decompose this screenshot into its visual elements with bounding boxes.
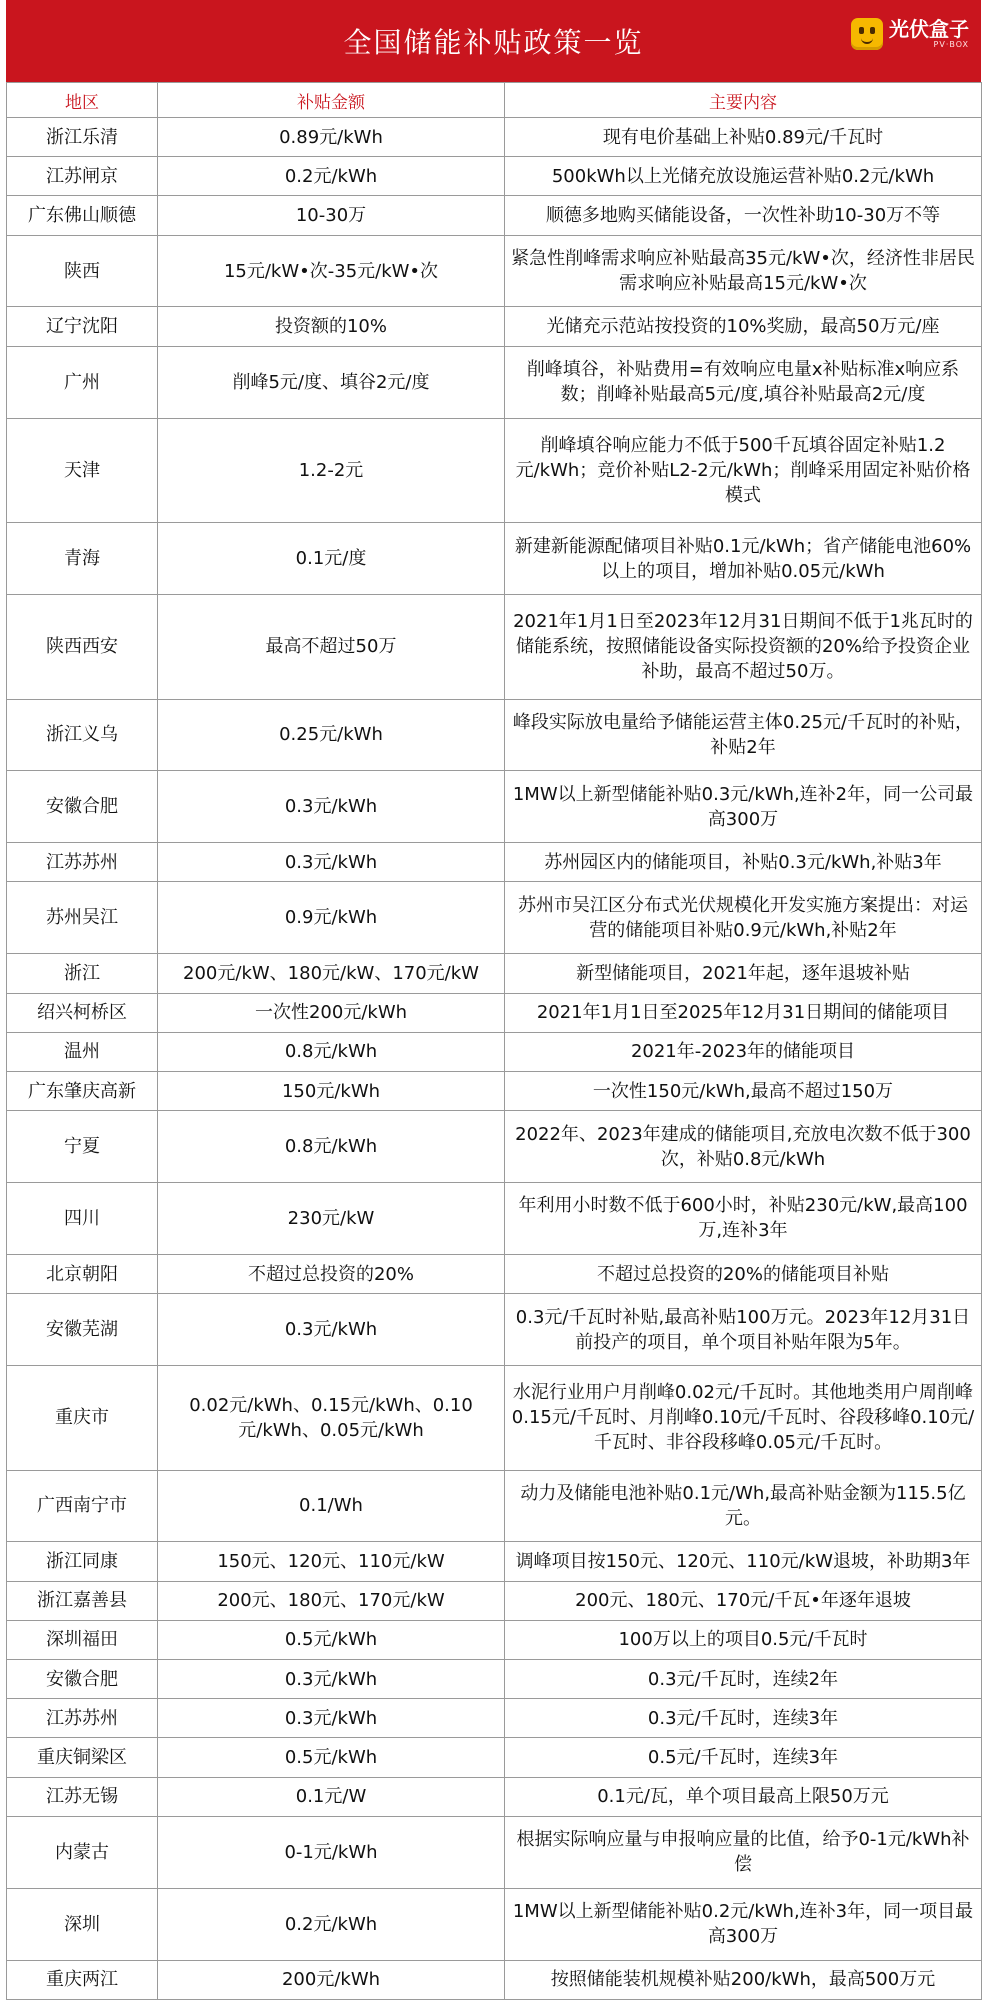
content-cell: 按照储能装机规模补贴200/kWh，最高500万元: [505, 1960, 982, 1999]
region-cell: 广东肇庆高新: [7, 1071, 158, 1110]
region-cell: 陕西: [7, 235, 158, 307]
region-cell: 北京朝阳: [7, 1254, 158, 1293]
content-cell: 200元、180元、170元/千瓦•年逐年退坡: [505, 1581, 982, 1620]
amount-cell: 一次性200元/kWh: [158, 993, 505, 1032]
content-cell: 现有电价基础上补贴0.89元/千瓦时: [505, 118, 982, 157]
amount-cell: 200元、180元、170元/kW: [158, 1581, 505, 1620]
amount-cell: 0-1元/kWh: [158, 1816, 505, 1888]
table-row: [7, 1581, 982, 1620]
amount-cell: 0.1/Wh: [158, 1470, 505, 1542]
content-cell: 削峰填谷响应能力不低于500千瓦填谷固定补贴1.2元/kWh；竞价补贴L2-2元/kWh；削峰采用固定补贴价格模式: [505, 418, 982, 523]
region-cell: 重庆两江: [7, 1960, 158, 1999]
table-row: [7, 1071, 982, 1110]
region-cell: 青海: [7, 523, 158, 595]
content-cell: 水泥行业用户月削峰0.02元/千瓦时。其他地类用户周削峰0.15元/千瓦时、月削峰0.10元/千瓦时、谷段移峰0.10元/千瓦时、非谷段移峰0.05元/千瓦时。: [505, 1366, 982, 1471]
region-cell: 深圳: [7, 1888, 158, 1960]
amount-cell: 0.3元/kWh: [158, 843, 505, 882]
content-cell: 100万以上的项目0.5元/千瓦时: [505, 1620, 982, 1659]
amount-cell: 0.8元/kWh: [158, 1032, 505, 1071]
logo-subtext: PV·BOX: [933, 40, 969, 49]
region-cell: 重庆铜梁区: [7, 1738, 158, 1777]
table-row: [7, 1816, 982, 1888]
content-cell: 2021年-2023年的储能项目: [505, 1032, 982, 1071]
content-cell: 新型储能项目，2021年起，逐年退坡补贴: [505, 954, 982, 993]
region-cell: 江苏无锡: [7, 1777, 158, 1816]
region-cell: 天津: [7, 418, 158, 523]
content-cell: 顺德多地购买储能设备，一次性补助10-30万不等: [505, 196, 982, 235]
amount-cell: 0.2元/kWh: [158, 1888, 505, 1960]
amount-cell: 0.25元/kWh: [158, 699, 505, 771]
region-cell: 浙江: [7, 954, 158, 993]
amount-cell: 0.02元/kWh、0.15元/kWh、0.10元/kWh、0.05元/kWh: [158, 1366, 505, 1471]
smiling-box-face-icon: [851, 18, 883, 50]
table-row: [7, 1888, 982, 1960]
table-row: [7, 418, 982, 523]
amount-cell: 不超过总投资的20%: [158, 1254, 505, 1293]
amount-cell: 0.1元/W: [158, 1777, 505, 1816]
table-row: [7, 954, 982, 993]
content-cell: 一次性150元/kWh,最高不超过150万: [505, 1071, 982, 1110]
amount-cell: 0.8元/kWh: [158, 1111, 505, 1183]
amount-cell: 150元/kWh: [158, 1071, 505, 1110]
content-cell: 1MW以上新型储能补贴0.2元/kWh,连补3年，同一项目最高300万: [505, 1888, 982, 1960]
table-row: [7, 594, 982, 699]
amount-cell: 0.3元/kWh: [158, 1660, 505, 1699]
amount-cell: 10-30万: [158, 196, 505, 235]
table-header-row: [7, 83, 982, 118]
region-cell: 辽宁沈阳: [7, 307, 158, 346]
region-cell: 江苏苏州: [7, 843, 158, 882]
region-cell: 广西南宁市: [7, 1470, 158, 1542]
content-cell: 500kWh以上光储充放设施运营补贴0.2元/kWh: [505, 157, 982, 196]
region-cell: 浙江同康: [7, 1542, 158, 1581]
content-cell: 紧急性削峰需求响应补贴最高35元/kW•次，经济性非居民需求响应补贴最高15元/kW•次: [505, 235, 982, 307]
amount-cell: 最高不超过50万: [158, 594, 505, 699]
table-row: [7, 523, 982, 595]
region-cell: 江苏闸京: [7, 157, 158, 196]
content-cell: 2022年、2023年建成的储能项目,充放电次数不低于300次，补贴0.8元/kWh: [505, 1111, 982, 1183]
amount-cell: 200元/kWh: [158, 1960, 505, 1999]
table-body: [7, 118, 982, 2000]
amount-cell: 0.1元/度: [158, 523, 505, 595]
content-cell: 根据实际响应量与申报响应量的比值，给予0-1元/kWh补偿: [505, 1816, 982, 1888]
amount-cell: 200元/kW、180元/kW、170元/kW: [158, 954, 505, 993]
region-cell: 苏州吴江: [7, 882, 158, 954]
content-cell: 调峰项目按150元、120元、110元/kW退坡，补助期3年: [505, 1542, 982, 1581]
column-header-region: 地区: [7, 83, 158, 118]
title-bar: [6, 0, 981, 82]
content-cell: 年利用小时数不低于600小时，补贴230元/kW,最高100万,连补3年: [505, 1183, 982, 1255]
table-row: [7, 1470, 982, 1542]
amount-cell: 0.5元/kWh: [158, 1620, 505, 1659]
region-cell: 安徽芜湖: [7, 1294, 158, 1366]
amount-cell: 0.2元/kWh: [158, 157, 505, 196]
content-cell: 光储充示范站按投资的10%奖励，最高50万元/座: [505, 307, 982, 346]
region-cell: 深圳福田: [7, 1620, 158, 1659]
content-cell: 苏州园区内的储能项目，补贴0.3元/kWh,补贴3年: [505, 843, 982, 882]
content-cell: 不超过总投资的20%的储能项目补贴: [505, 1254, 982, 1293]
table-row: [7, 1254, 982, 1293]
subsidy-policy-table: [6, 82, 982, 2000]
amount-cell: 0.9元/kWh: [158, 882, 505, 954]
content-cell: 1MW以上新型储能补贴0.3元/kWh,连补2年，同一公司最高300万: [505, 771, 982, 843]
region-cell: 绍兴柯桥区: [7, 993, 158, 1032]
amount-cell: 0.5元/kWh: [158, 1738, 505, 1777]
content-cell: 0.1元/瓦，单个项目最高上限50万元: [505, 1777, 982, 1816]
table-row: [7, 1366, 982, 1471]
region-cell: 陕西西安: [7, 594, 158, 699]
region-cell: 广州: [7, 346, 158, 418]
logo-text: 光伏盒子: [889, 17, 969, 41]
content-cell: 0.5元/千瓦时，连续3年: [505, 1738, 982, 1777]
region-cell: 内蒙古: [7, 1816, 158, 1888]
table-row: [7, 307, 982, 346]
amount-cell: 0.3元/kWh: [158, 1294, 505, 1366]
table-row: [7, 843, 982, 882]
region-cell: 浙江乐清: [7, 118, 158, 157]
table-row: [7, 993, 982, 1032]
column-header-amount: 补贴金额: [158, 83, 505, 118]
table-row: [7, 1738, 982, 1777]
amount-cell: 0.89元/kWh: [158, 118, 505, 157]
table-row: [7, 1699, 982, 1738]
table-row: [7, 1111, 982, 1183]
table-row: [7, 1620, 982, 1659]
table-row: [7, 771, 982, 843]
table-row: [7, 1183, 982, 1255]
region-cell: 江苏苏州: [7, 1699, 158, 1738]
amount-cell: 0.3元/kWh: [158, 771, 505, 843]
content-cell: 0.3元/千瓦时补贴,最高补贴100万元。2023年12月31日前投产的项目，单个项目补贴年限为5年。: [505, 1294, 982, 1366]
content-cell: 2021年1月1日至2025年12月31日期间的储能项目: [505, 993, 982, 1032]
amount-cell: 1.2-2元: [158, 418, 505, 523]
table-row: [7, 1960, 982, 1999]
region-cell: 温州: [7, 1032, 158, 1071]
region-cell: 安徽合肥: [7, 1660, 158, 1699]
region-cell: 安徽合肥: [7, 771, 158, 843]
region-cell: 浙江义乌: [7, 699, 158, 771]
table-row: [7, 118, 982, 157]
amount-cell: 150元、120元、110元/kW: [158, 1542, 505, 1581]
table-row: [7, 157, 982, 196]
table-row: [7, 235, 982, 307]
amount-cell: 15元/kW•次-35元/kW•次: [158, 235, 505, 307]
content-cell: 峰段实际放电量给予储能运营主体0.25元/千瓦时的补贴，补贴2年: [505, 699, 982, 771]
content-cell: 0.3元/千瓦时，连续2年: [505, 1660, 982, 1699]
column-header-content: 主要内容: [505, 83, 982, 118]
amount-cell: 230元/kW: [158, 1183, 505, 1255]
table-row: [7, 1660, 982, 1699]
brand-logo: [851, 18, 969, 50]
table-row: [7, 346, 982, 418]
content-cell: 新建新能源配储项目补贴0.1元/kWh；省产储能电池60%以上的项目，增加补贴0.05元/kWh: [505, 523, 982, 595]
table-row: [7, 699, 982, 771]
content-cell: 2021年1月1日至2023年12月31日期间不低于1兆瓦时的储能系统，按照储能设备实际投资额的20%给予投资企业补助，最高不超过50万。: [505, 594, 982, 699]
table-row: [7, 1032, 982, 1071]
table-row: [7, 196, 982, 235]
region-cell: 重庆市: [7, 1366, 158, 1471]
content-cell: 动力及储能电池补贴0.1元/Wh,最高补贴金额为115.5亿元。: [505, 1470, 982, 1542]
amount-cell: 削峰5元/度、填谷2元/度: [158, 346, 505, 418]
table-row: [7, 1294, 982, 1366]
amount-cell: 投资额的10%: [158, 307, 505, 346]
content-cell: 苏州市吴江区分布式光伏规模化开发实施方案提出：对运营的储能项目补贴0.9元/kWh,补贴2年: [505, 882, 982, 954]
region-cell: 四川: [7, 1183, 158, 1255]
content-cell: 0.3元/千瓦时，连续3年: [505, 1699, 982, 1738]
table-row: [7, 1777, 982, 1816]
region-cell: 浙江嘉善县: [7, 1581, 158, 1620]
page-title: 全国储能补贴政策一览: [343, 26, 644, 59]
content-cell: 削峰填谷，补贴费用=有效响应电量x补贴标准x响应系数；削峰补贴最高5元/度,填谷补贴最高2元/度: [505, 346, 982, 418]
amount-cell: 0.3元/kWh: [158, 1699, 505, 1738]
region-cell: 宁夏: [7, 1111, 158, 1183]
region-cell: 广东佛山顺德: [7, 196, 158, 235]
table-row: [7, 882, 982, 954]
table-row: [7, 1542, 982, 1581]
